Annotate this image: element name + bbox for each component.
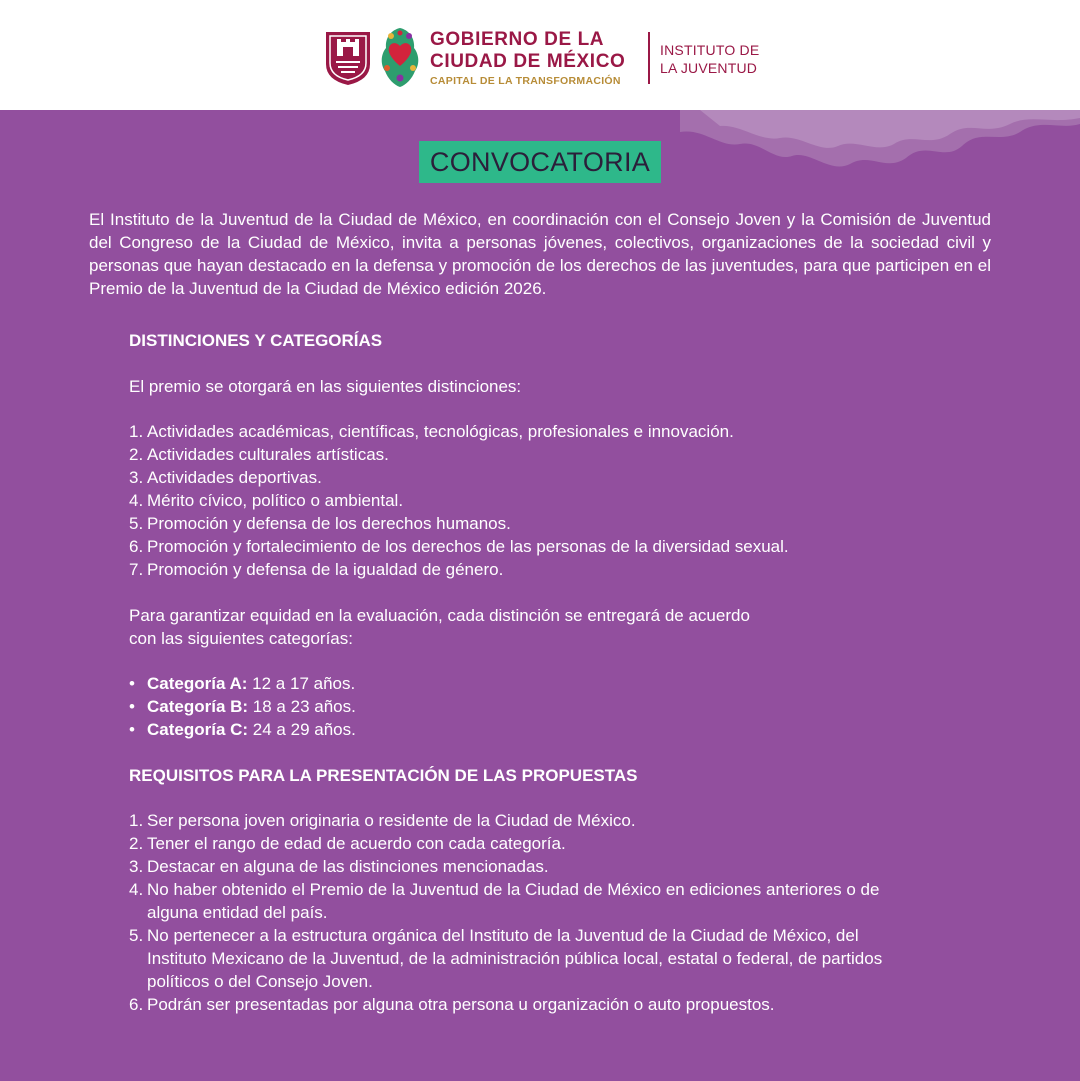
requirements-heading: REQUISITOS PARA LA PRESENTACIÓN DE LAS PROPUESTAS xyxy=(129,765,638,785)
distinctions-heading: DISTINCIONES Y CATEGORÍAS xyxy=(129,331,383,350)
category-item: • Categoría C: 24 a 29 años. xyxy=(129,720,356,739)
list-item: 4. No haber obtenido el Premio de la Juventud de la Ciudad de México en ediciones anteriores o de alguna entidad del país. xyxy=(129,880,880,922)
list-item: 2. Actividades culturales artísticas. xyxy=(129,445,389,464)
list-item: 6. Podrán ser presentadas por alguna otra persona u organización o auto propuestos. xyxy=(129,995,775,1014)
list-item: 3. Destacar en alguna de las distinciones mencionadas. xyxy=(129,857,549,876)
categories-list xyxy=(129,672,949,741)
list-item: 1. Actividades académicas, científicas, tecnológicas, profesionales e innovación. xyxy=(129,422,734,441)
government-name-line2: CIUDAD DE MÉXICO xyxy=(430,51,626,72)
list-item: 5. No pertenecer a la estructura orgánica del Instituto de la Juventud de la Ciudad de México, del Instituto Mexicano de la Juventud, de la administración pública local, estatal o federal, de partidos políticos o del Consejo Joven. xyxy=(129,926,883,991)
equity-line-1: Para garantizar equidad en la evaluación, cada distinción se entregará de acuerdo xyxy=(129,605,750,625)
government-name-line1: GOBIERNO DE LA xyxy=(430,29,605,50)
category-item: • Categoría A: 12 a 17 años. xyxy=(129,674,356,693)
header-bar xyxy=(0,0,1080,110)
list-item: 7. Promoción y defensa de la igualdad de género. xyxy=(129,560,504,579)
category-item: • Categoría B: 18 a 23 años. xyxy=(129,697,356,716)
intro-paragraph: El Instituto de la Juventud de la Ciudad de México, en coordinación con el Consejo Joven y la Comisión de Juventud del Congreso de la Ciudad de México, invita a personas jóvenes, colectivos, organizaciones de la sociedad civil y personas que hayan destacado en la defensa y promoción de los derechos de las juventudes, para que participen en el Premio de la Juventud de la Ciudad de México edición 2026. xyxy=(89,210,991,298)
list-item: 1. Ser persona joven originaria o residente de la Ciudad de México. xyxy=(129,811,636,830)
equity-line-2: con las siguientes categorías: xyxy=(129,628,353,648)
institute-name-line1: INSTITUTO DE xyxy=(660,42,760,58)
list-item: 3. Actividades deportivas. xyxy=(129,468,322,487)
list-item: 2. Tener el rango de edad de acuerdo con cada categoría. xyxy=(129,834,566,853)
list-item: 5. Promoción y defensa de los derechos humanos. xyxy=(129,514,511,533)
distinctions-list xyxy=(129,420,949,581)
coat-of-arms-icon xyxy=(324,30,372,86)
header-divider xyxy=(648,32,650,84)
distinctions-lead: El premio se otorgará en las siguientes distinciones: xyxy=(129,376,522,396)
page-title: CONVOCATORIA xyxy=(419,141,661,183)
paper-texture-decoration xyxy=(680,110,1080,180)
list-item: 4. Mérito cívico, político o ambiental. xyxy=(129,491,404,510)
list-item: 6. Promoción y fortalecimiento de los derechos de las personas de la diversidad sexual. xyxy=(129,537,789,556)
requirements-list xyxy=(129,809,949,1016)
main-content xyxy=(129,329,949,1016)
heart-emblem-icon xyxy=(377,24,423,90)
institute-name-line2: LA JUVENTUD xyxy=(660,60,758,76)
government-tagline: CAPITAL DE LA TRANSFORMACIÓN xyxy=(430,75,621,87)
